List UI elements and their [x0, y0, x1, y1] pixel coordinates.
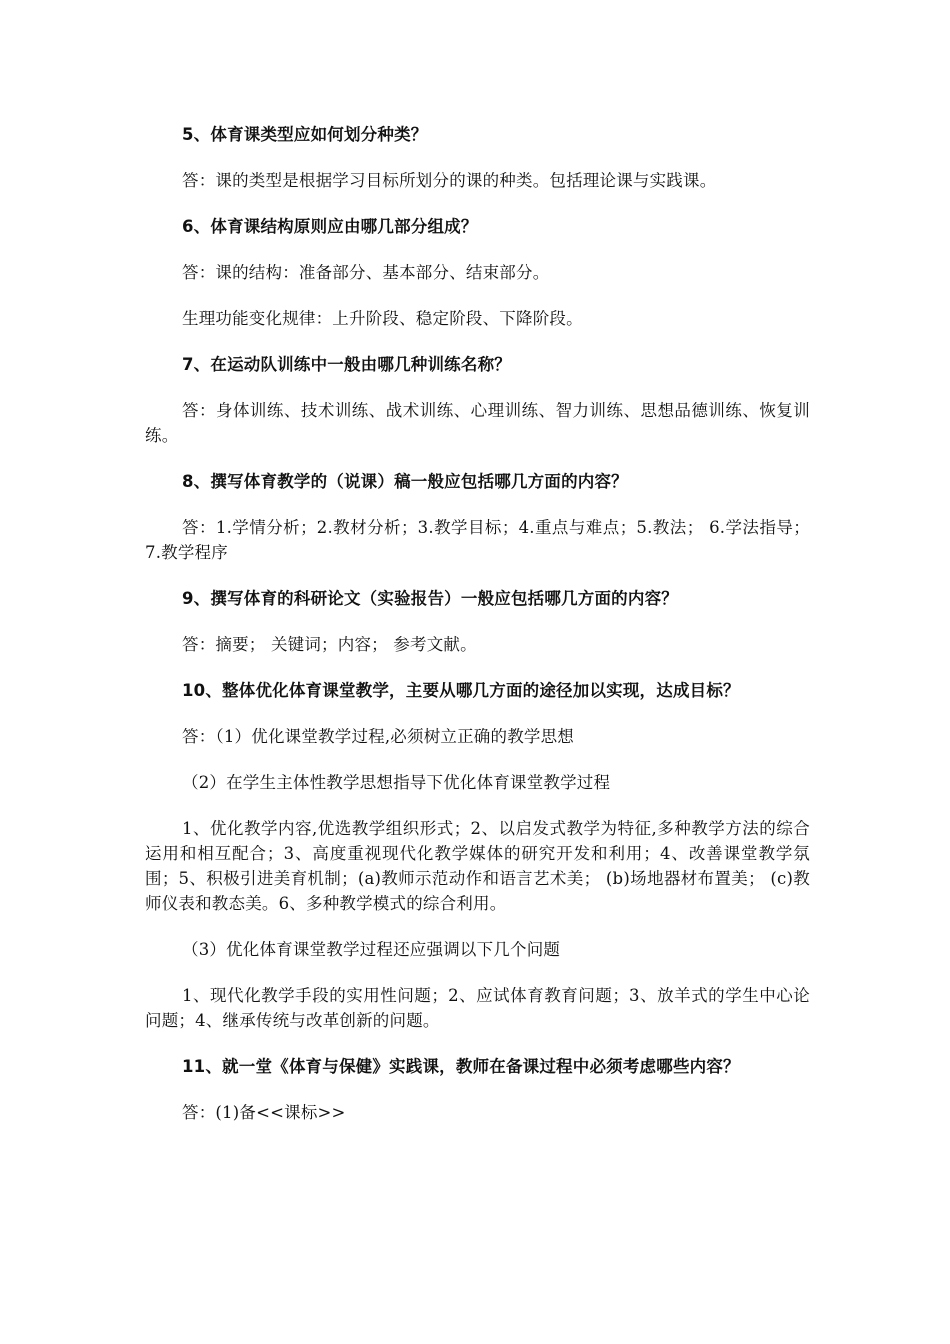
answer-6-physiology: 生理功能变化规律：上升阶段、稳定阶段、下降阶段。 [182, 309, 583, 328]
question-11: 11、就一堂《体育与保健》实践课，教师在备课过程中必须考虑哪些内容？ [182, 1057, 740, 1076]
answer-5: 答：课的类型是根据学习目标所划分的课的种类。包括理论课与实践课。 [182, 171, 717, 190]
answer-11: 答：(1)备<<课标>> [182, 1103, 346, 1122]
answer-10-part-1: 答：（1）优化课堂教学过程,必须树立正确的教学思想 [182, 727, 574, 746]
answer-10-part-2-detail: 1、优化教学内容,优选教学组织形式；2、以启发式教学为特征,多种教学方法的综合运用和相互配合；3、高度重视现代化教学媒体的研究开发和利用；4、改善课堂教学氛围；5、积极引进美育机制；(a)教师示范动作和语言艺术美； (b)场地器材布置美； (c)教师仪表和教态美。6、多种教学模式的综合利用。 [145, 819, 810, 913]
question-10: 10、整体优化体育课堂教学，主要从哪几方面的途径加以实现，达成目标？ [182, 681, 740, 700]
answer-7: 答：身体训练、技术训练、战术训练、心理训练、智力训练、思想品德训练、恢复训练。 [145, 401, 810, 445]
document-body [145, 122, 810, 1146]
answer-6-structure: 答：课的结构：准备部分、基本部分、结束部分。 [182, 263, 550, 282]
answer-9: 答：摘要； 关键词；内容； 参考文献。 [182, 635, 477, 654]
question-8: 8、撰写体育教学的（说课）稿一般应包括哪几方面的内容？ [182, 472, 628, 491]
answer-10-part-2: （2）在学生主体性教学思想指导下优化体育课堂教学过程 [182, 773, 611, 792]
answer-10-part-3: （3）优化体育课堂教学过程还应强调以下几个问题 [182, 940, 561, 959]
question-9: 9、撰写体育的科研论文（实验报告）一般应包括哪几方面的内容？ [182, 589, 678, 608]
answer-8: 答：1.学情分析；2.教材分析；3.教学目标；4.重点与难点；5.教法； 6.学法指导；7.教学程序 [145, 518, 810, 562]
answer-10-part-3-detail: 1、现代化教学手段的实用性问题；2、应试体育教育问题；3、放羊式的学生中心论问题；4、继承传统与改革创新的问题。 [145, 986, 810, 1030]
question-6: 6、体育课结构原则应由哪几部分组成？ [182, 217, 478, 236]
question-5: 5、体育课类型应如何划分种类？ [182, 125, 428, 144]
question-7: 7、在运动队训练中一般由哪几种训练名称？ [182, 355, 511, 374]
